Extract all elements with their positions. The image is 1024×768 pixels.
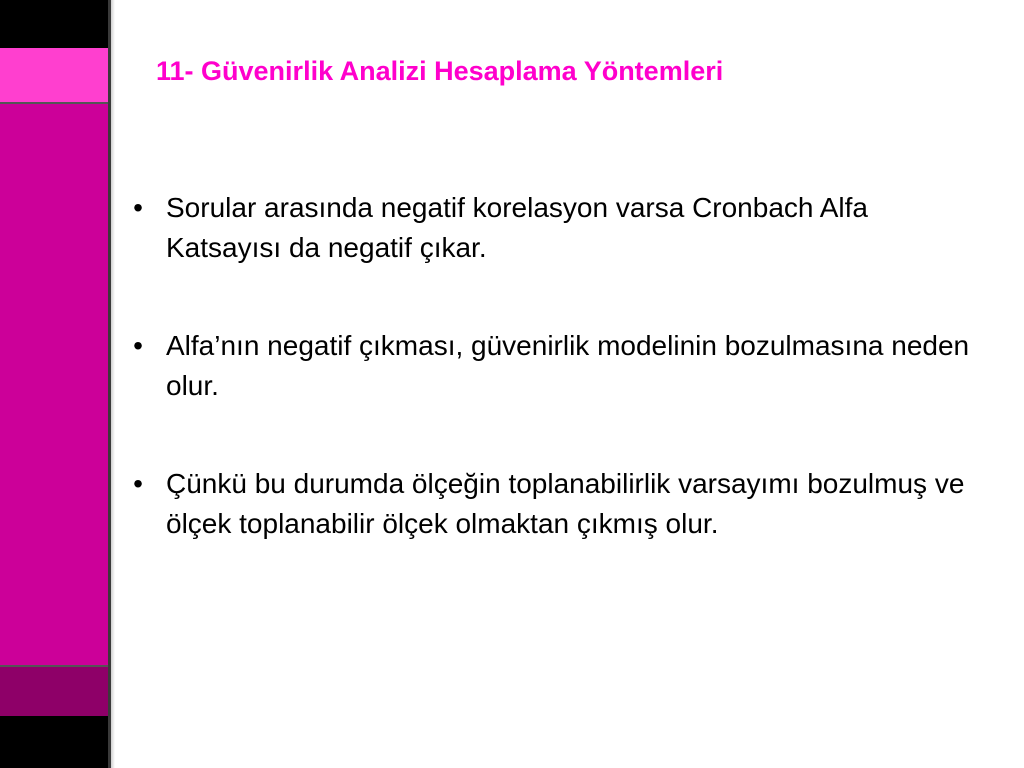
bullet-item <box>126 464 986 544</box>
bullet-text: Çünkü bu durumda ölçeğin toplanabilirlik varsayımı bozulmuş ve ölçek toplanabilir ölçek olmaktan çıkmış olur. <box>166 468 965 539</box>
sidebar-light-pink-block <box>0 48 110 102</box>
sidebar-divider-upper <box>0 102 110 104</box>
sidebar-black-top-block <box>0 0 110 48</box>
bullet-item <box>126 326 986 406</box>
sidebar-shadow <box>111 0 115 768</box>
bullet-text: Alfa’nın negatif çıkması, güvenirlik modelinin bozulmasına neden olur. <box>166 330 970 401</box>
bullet-marker: • <box>133 468 143 499</box>
sidebar-dark-magenta-block <box>0 666 110 716</box>
sidebar-magenta-block <box>0 102 110 666</box>
slide-title: 11- Güvenirlik Analizi Hesaplama Yöntemleri <box>156 56 724 86</box>
bullet-item <box>126 188 986 268</box>
bullet-list <box>126 188 986 602</box>
bullet-marker: • <box>133 330 143 361</box>
bullet-text: Sorular arasında negatif korelasyon varsa Cronbach Alfa Katsayısı da negatif çıkar. <box>166 192 868 263</box>
bullet-marker: • <box>133 192 143 223</box>
sidebar-divider-lower <box>0 665 110 667</box>
sidebar-black-bottom-block <box>0 716 110 768</box>
